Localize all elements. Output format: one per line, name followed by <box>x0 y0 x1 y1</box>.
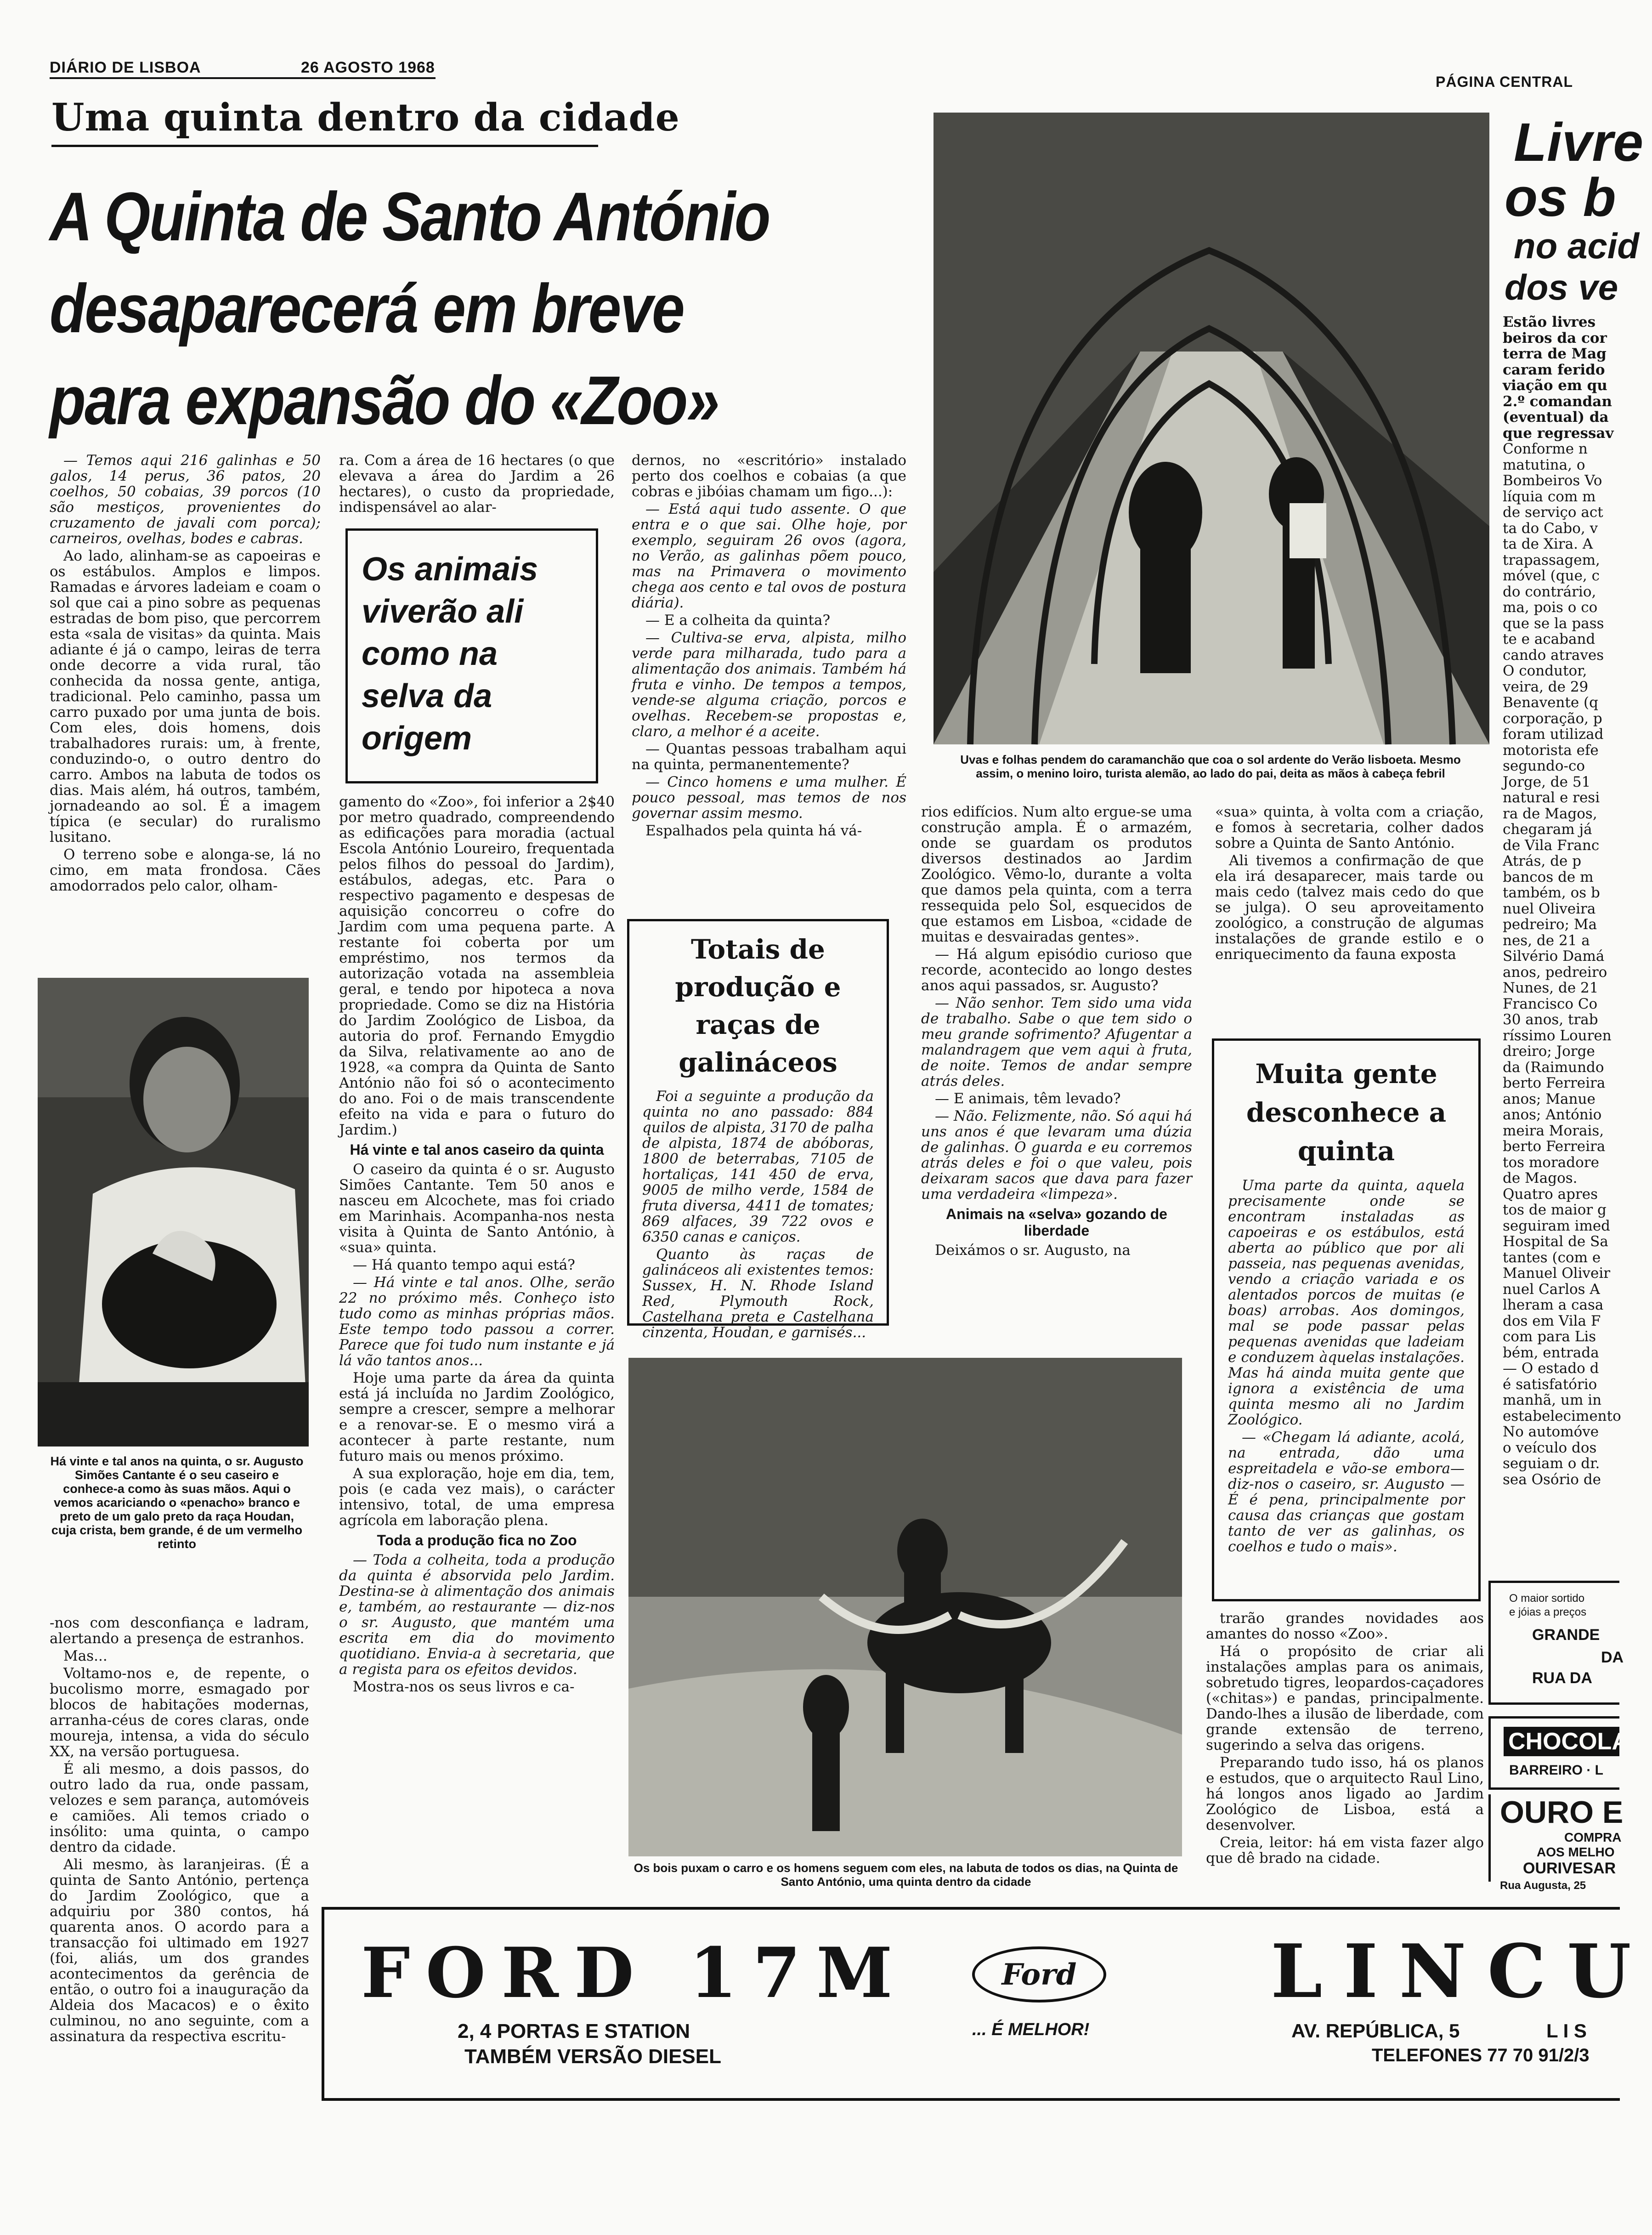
side-article-line: que se la pass <box>1503 615 1604 632</box>
paragraph: — Quantas pessoas trabalham aqui na quinta, permanentemente? <box>632 741 906 773</box>
side-article-line: móvel (que, c <box>1503 567 1600 584</box>
box-totals-body <box>629 1086 887 1345</box>
paragraph: É ali mesmo, a dois passos, do outro lado da rua, onde passam, velozes e sem parança, automóveis e camiões. Ali temos criado o insólito: uma quinta, o campo dentro da cidade. <box>50 1761 309 1855</box>
side-headline-line: Livre <box>1514 112 1644 173</box>
side-article-line: é satisfatório <box>1503 1376 1597 1393</box>
paragraph: O caseiro da quinta é o sr. Augusto Simões Cantante. Tem 50 anos e nasceu em Alcochete, mas foi criado em Marinhais. Acompanha-nos nesta visita à Quinta de Santo António, à «sua» quinta. <box>339 1161 615 1256</box>
headline-line-2: desaparecerá em breve <box>50 270 684 347</box>
side-article-line: berto Ferreira <box>1503 1138 1606 1155</box>
side-article-line: de Vila Franc <box>1503 837 1600 854</box>
side-article-line: trapassagem, <box>1503 551 1600 568</box>
subhead-production: Toda a produção fica no Zoo <box>377 1532 577 1549</box>
side-ad-jewels-line: e jóias a preços <box>1509 1606 1587 1618</box>
headline-line-1: A Quinta de Santo António <box>50 178 769 255</box>
paragraph: Voltamo-nos e, de repente, o bucolismo morre, esmagado por blocos de habitações modernas, arranha-céus de cores claras, onde moureja, intensa, a vida do século XX, na versão portuguesa. <box>50 1665 309 1760</box>
dealer-phones: TELEFONES 77 70 91/2/3 <box>1372 2045 1590 2065</box>
ford-slogan: ... É MELHOR! <box>972 2020 1090 2039</box>
photo-caretaker-rooster <box>38 978 309 1447</box>
dealer-city: L I S <box>1546 2020 1587 2042</box>
side-article-line: tantes (com e <box>1503 1249 1601 1266</box>
side-headline-line: dos ve <box>1505 267 1618 307</box>
side-article-line: (eventual) da <box>1503 409 1609 425</box>
box-totals <box>627 919 889 1341</box>
side-article-line: lheram a casa <box>1503 1297 1604 1313</box>
photo-arbor-image <box>933 113 1489 744</box>
side-article-line: tos moradore <box>1503 1154 1599 1171</box>
photo-oxen-caption: Os bois puxam o carro e os homens seguem com eles, na labuta de todos os dias, na Quinta de Santo António, uma quinta dentro da cidade <box>634 1861 1178 1889</box>
paragraph: — Toda a colheita, toda a produção da quinta é absorvida pelo Jardim. Destina-se à alimentação dos animais e, também, ao restaurante — diz-nos o sr. Augusto, que mantém uma escrita em dia do movimento quotidiano. Envia-a à secretaria, que a regista para os efeitos devidos. <box>339 1552 615 1678</box>
side-headline-line: os b <box>1505 167 1616 228</box>
side-article-line: cando atraves <box>1503 647 1604 664</box>
side-article-line: Bombeiros Vo <box>1503 472 1602 489</box>
side-article-line: chegaram já <box>1503 821 1592 838</box>
box-totals-title: Totais de produção e raças de galináceos <box>675 934 841 1078</box>
photo-arbor-caption: Uvas e folhas pendem do caramanchão que coa o sol ardente do Verão lisboeta. Mesmo assim, o menino loiro, turista alemão, ao lado do pai, deita as mãos à cabeça febril <box>960 753 1461 780</box>
paragraph: — Há algum episódio curioso que recorde, acontecido ao longo destes anos aqui passados, sr. Augusto? <box>921 946 1192 994</box>
side-article-line: veira, de 29 <box>1503 678 1589 695</box>
side-article-line: terra de Mag <box>1503 346 1607 362</box>
side-article-line: ta de Xira. A <box>1503 536 1593 552</box>
paragraph: Hoje uma parte da área da quinta está já incluída no Jardim Zoológico, sempre a crescer, sempre a melhorar e a renovar-se. E o mesmo virá a acontecer à parte restante, num futuro mais ou menos próximo. <box>339 1370 615 1464</box>
side-article-line: 2.º comandan <box>1503 393 1612 410</box>
side-article-line: tos de maior g <box>1503 1202 1607 1218</box>
side-article-line: dreiro; Jorge <box>1503 1043 1595 1060</box>
ford-diesel: TAMBÉM VERSÃO DIESEL <box>464 2045 722 2068</box>
paper-name: DIÁRIO DE LISBOA <box>50 59 201 76</box>
paragraph: Uma parte da quinta, aquela precisamente onde se encontram instaladas as capoeiras e os estábulos, está aberta ao público que por ali passeia, nas pequenas avenidas, vendo a criação variada e os alentados porcos de muitas (e boas) arrobas. Aos domingos, mal se pode passar pelas pequenas avenidas que ladeiam e conduzem àquelas instalações. Mas há ainda muita gente que ignora a existência de uma quinta mesmo ali no Jardim Zoológico. <box>1228 1177 1465 1428</box>
side-article-line: natural e resi <box>1503 789 1600 806</box>
side-ad-gold-line: Rua Augusta, 25 <box>1500 1879 1586 1892</box>
side-article-line: ríssimo Louren <box>1503 1027 1612 1044</box>
side-article-line: manhã, um in <box>1503 1392 1602 1408</box>
side-article-line: Atrás, de p <box>1503 853 1582 869</box>
box-animals <box>345 528 598 783</box>
paragraph: Ali tivemos a confirmação de que ela irá desaparecer, mais tarde ou mais cedo (talvez mais cedo do que se julga). O seu aproveitamento zoológico, a construção de algumas instalações de grande estilo e o enriquecimento da fauna exposta <box>1215 852 1484 963</box>
side-article-line: matutina, o <box>1503 456 1585 473</box>
column-1-bottom <box>50 1615 309 2046</box>
headline-line-3: para expansão do «Zoo» <box>50 362 719 439</box>
side-article-line: corporação, p <box>1503 710 1602 727</box>
paragraph: — E animais, têm levado? <box>935 1090 1121 1107</box>
side-article-line: anos, pedreiro <box>1503 964 1607 981</box>
photo-oxen-image <box>628 1358 1182 1856</box>
side-article-line: do contrário, <box>1503 583 1596 600</box>
subhead-caretaker: Há vinte e tal anos caseiro da quinta <box>350 1141 604 1158</box>
paragraph: Ao lado, alinham-se as capoeiras e os estábulos. Amplos e limpos. Ramadas e árvores ladeiam e coam o sol que cai a pino sobre as pequenas estradas de bom piso, que percorrem esta «sala de visitas» da quinta. Mais adiante é já o campo, leiras de terra onde decorre a vida rural, tão conhecida da nossa gente, antiga, tradicional. Pelo caminho, passa um carro puxado por uma junta de bois. Com eles, dois homens, dois trabalhadores rurais: um, à frente, conduzindo-o, o outro dentro do carro. Ambos na labuta de todos os dias. Mais além, há outros, também, jornadeando ao sol. É a imagem típica (e secular) do ruralismo lusitano. <box>50 548 321 845</box>
side-article-line: seguiram imed <box>1503 1217 1611 1234</box>
side-article-line: 30 anos, trab <box>1503 1011 1598 1028</box>
paragraph: Preparando tudo isso, há os planos e estudos, que o arquitecto Raul Lino, há longos anos ligado ao Jardim Zoológico de Lisboa, está a desenvolver. <box>1206 1754 1484 1833</box>
column-5-bottom <box>1206 1611 1484 1868</box>
paragraph: Espalhados pela quinta há vá- <box>645 823 862 839</box>
side-ad-gold-line: OURIVESAR <box>1523 1860 1616 1877</box>
side-article-line: caram ferido <box>1503 361 1605 378</box>
column-4-top <box>921 804 1192 1260</box>
issue-date: 26 AGOSTO 1968 <box>301 59 435 76</box>
side-article-line: Benavente (q <box>1503 694 1598 711</box>
side-article-line: ma, pois o co <box>1503 599 1598 616</box>
page-label: PÁGINA CENTRAL <box>1436 74 1573 90</box>
paragraph: — Temos aqui 216 galinhas e 50 galos, 14 perus, 36 patos, 20 coelhos, 50 cobaias, 39 porcos (10 são mestiços, provenientes do cruzamento de javali com porca); carneiros, ovelhas, bodes e cabras. <box>50 452 321 547</box>
paragraph: — Não senhor. Tem sido uma vida de trabalho. Sabe o que tem sido o meu grande sofrimento? Afugentar a malandragem que vem aqui à fruta, de noite. Temos de andar sempre atrás deles. <box>921 995 1192 1089</box>
side-ad-jewels-line: DA <box>1601 1649 1624 1666</box>
side-article-line: estabelecimento <box>1503 1407 1621 1424</box>
side-article-line: Estão livres <box>1503 314 1596 330</box>
side-article-line: bancos de m <box>1503 868 1594 885</box>
side-article-line: Conforme n <box>1503 441 1588 457</box>
box-unknown <box>1212 1038 1481 1601</box>
side-article-line: líquia com m <box>1503 488 1596 505</box>
side-article-line: o veículo dos <box>1503 1439 1597 1456</box>
side-article-line: também, os b <box>1503 885 1600 901</box>
side-article-line: anos; Manue <box>1503 1090 1595 1107</box>
side-article-line: Manuel Oliveir <box>1503 1265 1611 1282</box>
paragraph: Foi a seguinte a produção da quinta no ano passado: 884 quilos de alpista, 3170 de palha de alpista, 1874 de abóboras, 1800 de beterrabas, 7105 de hortaliças, 141 450 de erva, 9005 de milho verde, 1584 de fruta diversa, 4411 de tomates; 869 alfaces, 39 722 ovos e 6350 canas e caniços. <box>642 1088 874 1245</box>
photo-caretaker-caption: Há vinte e tal anos na quinta, o sr. Augusto Simões Cantante é o seu caseiro e conhece-a como às suas mãos. Aqui o vemos acariciando o «penacho» branco e preto de um galo preto da raça Houdan, cuja crista, bem grande, é de um vermelho retinto <box>50 1454 304 1551</box>
side-headline-line: no acid <box>1514 226 1640 266</box>
side-article-line: te e acaband <box>1503 631 1595 647</box>
side-article-line: meira Morais, <box>1503 1122 1604 1139</box>
side-article-line: dos em Vila F <box>1503 1312 1601 1329</box>
box-animals-title: Os animais viverão ali como na selva da origem <box>362 551 538 757</box>
paragraph: — «Chegam lá adiante, acolá, na entrada, dão uma espreitadela e vão-se embora—diz-nos o caseiro, sr. Augusto — É é pena, principalmente por causa das crianças que gostam tanto de ver as galinhas, os coelhos e tudo o mais». <box>1228 1429 1465 1555</box>
paragraph: — E a colheita da quinta? <box>645 612 831 629</box>
paragraph: Quanto às raças de galináceos ali existentes temos: Sussex, H. N. Rhode Island Red, Plymouth Rock, Castelhana preta e Castelhana cinzenta, Houdan, e garnisés... <box>642 1246 874 1341</box>
dealer-name: LINCU <box>1271 1928 1652 2014</box>
side-article-line: segundo-co <box>1503 758 1585 774</box>
side-article-line: nuel Carlos A <box>1503 1281 1600 1298</box>
side-article-line: de Magos. <box>1503 1170 1578 1186</box>
side-ad-gold-line: AOS MELHO <box>1537 1845 1615 1859</box>
side-ad-gold-title: OURO E <box>1500 1795 1624 1830</box>
side-article-line: Nunes, de 21 <box>1503 980 1599 996</box>
side-article-line: que regressav <box>1503 425 1614 442</box>
masthead-rule <box>50 77 436 79</box>
side-article-text <box>1503 314 1621 1488</box>
paragraph: Há o propósito de criar ali instalações amplas para os animais, sobretudo tigres, leopardos-caçadores («chitas») e pandas, principalmente. Dando-lhes a ilusão de liberdade, com grande extensão de terreno, sugerindo a selva das origens. <box>1206 1643 1484 1753</box>
side-article-line: Quatro apres <box>1503 1186 1598 1203</box>
side-article-line: motorista efe <box>1503 742 1599 759</box>
paragraph: Creia, leitor: há em vista fazer algo que dê brado na cidade. <box>1206 1834 1484 1866</box>
column-3-top <box>632 453 906 840</box>
paragraph: «sua» quinta, à volta com a criação, e fomos à secretaria, colher dados sobre a Quinta de Santo António. <box>1215 804 1484 851</box>
paragraph: — Está aqui tudo assente. O que entra e o que sai. Olhe hoje, por exemplo, seguiram 26 ovos (agora, no Verão, as galinhas põem pouco, mas na Primavera o movimento chega aos cento e tal ovos de postura diária). <box>632 501 906 611</box>
ford-logo-text: Ford <box>1001 1957 1077 1992</box>
ford-logo <box>972 1946 1106 2002</box>
side-ad-chocolate-brand: CHOCOLAT <box>1504 1727 1619 1756</box>
side-ad-chocolate-location: BARREIRO · L <box>1509 1763 1603 1778</box>
paragraph: trarão grandes novidades aos amantes do nosso «Zoo». <box>1206 1610 1484 1642</box>
column-5-top <box>1215 804 1484 964</box>
side-article-line: berto Ferreira <box>1503 1075 1606 1091</box>
subhead-freedom: Animais na «selva» gozando de liberdade <box>946 1206 1167 1239</box>
side-ad-gold-line: COMPRA <box>1564 1830 1622 1844</box>
paragraph: Deixámos o sr. Augusto, na <box>935 1242 1131 1259</box>
photo-caretaker-image <box>38 978 309 1447</box>
paragraph: dernos, no «escritório» instalado perto dos coelhos e cobaias (a que cobras e jibóias chamam um figo...): <box>632 452 906 500</box>
paragraph: O terreno sobe e alonga-se, lá no cimo, em mata frondosa. Cães amodorrados pelo calor, olham- <box>50 846 321 894</box>
side-article-line: Francisco Co <box>1503 995 1598 1012</box>
side-ad-jewels <box>1488 1581 1624 1705</box>
side-article-line: Silvério Damá <box>1503 948 1605 964</box>
paragraph: Mas... <box>63 1648 107 1664</box>
kicker-underline <box>51 145 598 147</box>
paragraph: — Não. Felizmente, não. Só aqui há uns anos é que levaram uma dúzia de galinhas. O guarda e eu corremos atrás deles e foi o que valeu, pois deixaram sacos que dava para fazer uma verdadeira «limpeza». <box>921 1108 1192 1203</box>
paragraph: — Há quanto tempo aqui está? <box>353 1257 575 1273</box>
column-1-top <box>50 453 321 896</box>
box-unknown-title: Muita gente desconhece a quinta <box>1246 1058 1447 1167</box>
side-ad-jewels-line: RUA DA <box>1532 1669 1592 1687</box>
side-ad-jewels-line: GRANDE <box>1532 1626 1600 1644</box>
kicker: Uma quinta dentro da cidade <box>51 96 680 140</box>
ford-doors: 2, 4 PORTAS E STATION <box>458 2020 690 2042</box>
side-article-line: Jorge, de 51 <box>1503 773 1591 790</box>
side-article-line: O condutor, <box>1503 663 1587 679</box>
paragraph: Ali mesmo, às laranjeiras. (É a quinta de Santo António, pertença do Jardim Zoológico, que a adquiriu por 380 contos, há quarenta anos. O acordo para a transacção foi ultimado em 1927 (foi, aliás, um dos grandes acontecimentos da gerência de então, o outro foi a inauguração da Aldeia dos Macacos) e o êxito culminou, no ano seguinte, com a assinatura da respectiva escritu- <box>50 1856 309 2045</box>
side-article-line: da (Raimundo <box>1503 1059 1604 1076</box>
paragraph: -nos com desconfiança e ladram, alertando a presença de estranhos. <box>50 1615 309 1647</box>
paragraph: — Cinco homens e uma mulher. É pouco pessoal, mas temos de nos governar assim mesmo. <box>632 774 906 822</box>
side-article-line: seguiam o dr. <box>1503 1455 1600 1472</box>
side-article-line: nes, de 21 a <box>1503 932 1590 949</box>
side-article-line: de serviço act <box>1503 504 1603 521</box>
paragraph: gamento do «Zoo», foi inferior a 2$40 por metro quadrado, compreendendo as edificações para moradia (actual Escola António Loureiro, frequentada pelos filhos do pessoal do Jardim), estábulos, adegas, etc. Para o respectivo pagamento e despesas de aquisição concorreu o cofre do Jardim com uma pequena parte. A restante foi coberta por um empréstimo, nos termos da autorização votada na assembleia geral, e tendo por hipoteca a nova propriedade. Como se diz na História do Jardim Zoológico de Lisboa, da autoria do prof. Fernando Emygdio da Silva, relativamente ao ano de 1928, «a compra da Quinta de Santo António não foi só o acontecimento do ano. Foi o de mais transcendente efeito na vida e para o futuro do Jardim.) <box>339 794 615 1138</box>
side-article-line: bém, entrada <box>1503 1344 1599 1361</box>
box-unknown-body <box>1214 1175 1478 1559</box>
side-article-line: viação em qu <box>1503 377 1607 394</box>
headline <box>50 178 945 439</box>
photo-arbor <box>933 113 1489 744</box>
dealer-address: AV. REPÚBLICA, 5 <box>1291 2020 1460 2042</box>
side-article <box>1495 112 1644 1562</box>
side-article-line: com para Lis <box>1503 1328 1596 1345</box>
side-ad-chocolate <box>1488 1716 1642 1790</box>
ford-model: FORD 17M <box>361 1933 908 2014</box>
paragraph: Mostra-nos os seus livros e ca- <box>353 1679 575 1695</box>
column-2-top: ra. Com a área de 16 hectares (o que elevava a área do Jardim a 26 hectares), o custo da propriedade, indispensável ao alar- <box>339 452 615 516</box>
ford-advertisement <box>322 1907 1652 2101</box>
side-article-line: foram utilizad <box>1503 726 1604 743</box>
column-2-mid <box>339 794 615 1696</box>
paragraph: — Há vinte e tal anos. Olhe, serão 22 no próximo mês. Conheço isto tudo como as minhas próprias mãos. Este tempo todo passou a correr. Parece que foi tudo num instante e já lá vão tantos anos... <box>339 1274 615 1369</box>
paragraph: rios edifícios. Num alto ergue-se uma construção ampla. É o armazém, onde se guardam os produtos diversos destinados ao Jardim Zoológico. Vêmo-lo, durante a volta que damos pela quinta, com a terra ressequida pelo Sol, esquecidos de que estamos em Lisboa, «cidade de muitas e desvairadas gentes». <box>921 804 1192 945</box>
side-article-line: No automóve <box>1503 1424 1599 1440</box>
side-ad-gold <box>1488 1794 1624 1892</box>
side-article-line: Hospital de Sa <box>1503 1233 1608 1250</box>
photo-oxen-cart <box>628 1358 1182 1856</box>
side-headline <box>1495 112 1644 308</box>
side-article-line: sea Osório de <box>1503 1471 1601 1488</box>
side-article-line: nuel Oliveira <box>1503 900 1596 917</box>
side-ad-jewels-line: O maior sortido <box>1509 1592 1585 1605</box>
side-article-line: beiros da cor <box>1503 329 1607 346</box>
side-article-line: ta do Cabo, v <box>1503 520 1598 537</box>
side-article-line: — O estado d <box>1503 1360 1599 1377</box>
side-article-line: pedreiro; Ma <box>1503 916 1597 933</box>
side-article-line: ra de Magos, <box>1503 805 1597 822</box>
paragraph: — Cultiva-se erva, alpista, milho verde para milharada, tudo para a alimentação dos animais. Também há fruta e vinho. De tempos a tempos, vende-se alguma criação, porcos e ovelhas. Recebem-se propostas e, claro, a melhor é a aceite. <box>632 630 906 740</box>
paragraph: A sua exploração, hoje em dia, tem, pois (e cada vez mais), o carácter intensivo, total, de uma empresa agrícola em laboração plena. <box>339 1465 615 1529</box>
side-article-line: anos; António <box>1503 1106 1602 1123</box>
